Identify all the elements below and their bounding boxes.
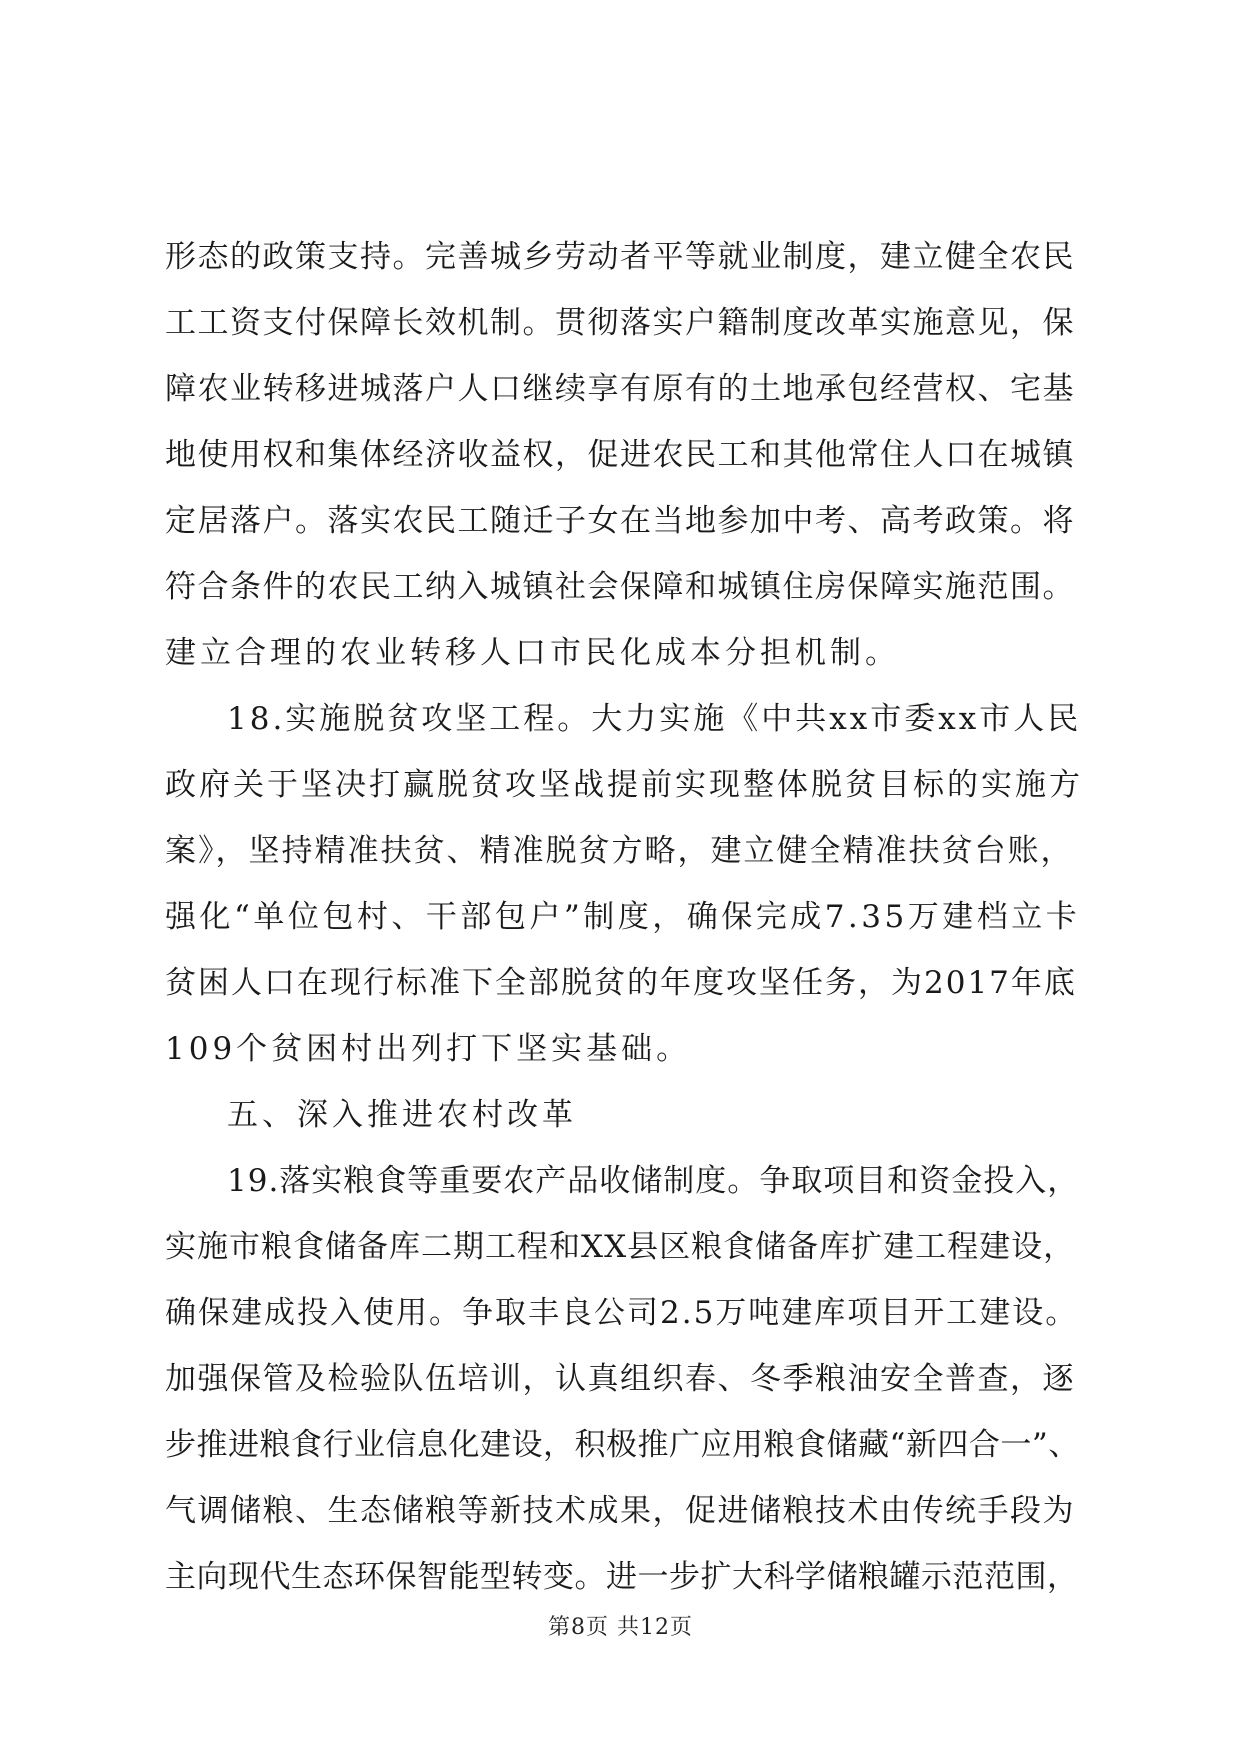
page-footer: 第8页 共12页 [548,1615,693,1640]
body-line: 地使用权和集体经济收益权，促进农民工和其他常住人口在城镇 [165,437,1075,473]
body-line: 符合条件的农民工纳入城镇社会保障和城镇住房保障实施范围。 [165,569,1075,605]
body-line: 确保建成投入使用。争取丰良公司2.5万吨建库项目开工建设。 [165,1295,1079,1331]
body-line: 实施市粮食储备库二期工程和XX县区粮食储备库扩建工程建设， [165,1229,1076,1265]
body-line: 工工资支付保障长效机制。贯彻落实户籍制度改革实施意见，保 [165,305,1075,341]
body-line: 步推进粮食行业信息化建设，积极推广应用粮食储藏“新四合一”、 [165,1427,1080,1463]
body-line: 政府关于坚决打赢脱贫攻坚战提前实现整体脱贫目标的实施方 [165,767,1083,803]
body-line: 主向现代生态环保智能型转变。进一步扩大科学储粮罐示范范围， [165,1559,1079,1595]
body-line: 气调储粮、生态储粮等新技术成果，促进储粮技术由传统手段为 [165,1493,1075,1529]
body-line: 定居落户。落实农民工随迁子女在当地参加中考、高考政策。将 [165,503,1075,539]
body-line: 案》，坚持精准扶贫、精准脱贫方略，建立健全精准扶贫台账， [165,833,1074,869]
body-line: 109个贫困村出列打下坚实基础。 [165,1031,692,1067]
body-line: 贫困人口在现行标准下全部脱贫的年度攻坚任务，为2017年底 [165,965,1077,1001]
paragraph-19-start: 19.落实粮食等重要农产品收储制度。争取项目和资金投入， [227,1163,1080,1199]
body-line: 强化“单位包村、干部包户”制度，确保完成7.35万建档立卡 [165,899,1081,935]
document-body [165,224,1085,1610]
paragraph-18-start: 18.实施脱贫攻坚工程。大力实施《中共xx市委xx市人民 [227,701,1082,737]
section-heading: 五、深入推进农村改革 [227,1097,577,1133]
body-line: 形态的政策支持。完善城乡劳动者平等就业制度，建立健全农民 [165,239,1075,275]
body-line: 障农业转移进城落户人口继续享有原有的土地承包经营权、宅基 [165,371,1075,407]
body-line: 建立合理的农业转移人口市民化成本分担机制。 [165,635,900,671]
body-line: 加强保管及检验队伍培训，认真组织春、冬季粮油安全普查，逐 [165,1361,1075,1397]
